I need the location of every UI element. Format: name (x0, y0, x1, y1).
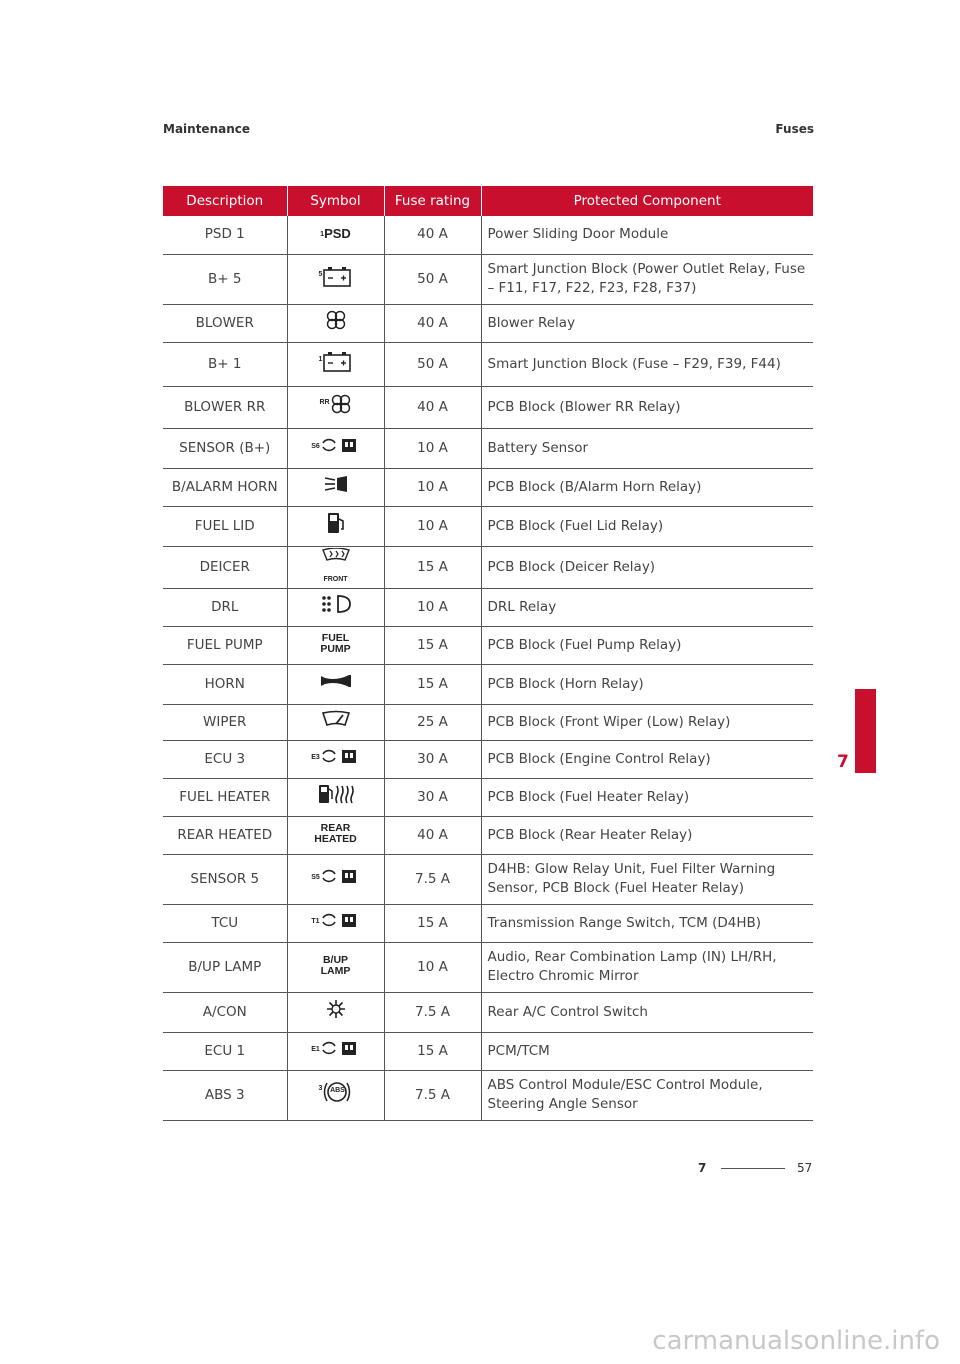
protected-component: DRL Relay (481, 588, 813, 626)
fuse-symbol (287, 664, 384, 704)
protected-component: Rear A/C Control Switch (481, 992, 813, 1032)
fuse-symbol (287, 428, 384, 468)
fuse-symbol (287, 468, 384, 506)
fuse-rating: 25 A (384, 704, 481, 740)
fuse-description: B+ 1 (163, 342, 287, 386)
column-header-description: Description (163, 186, 287, 216)
protected-component: Smart Junction Block (Fuse – F29, F39, F44) (481, 342, 813, 386)
abs-icon (322, 1079, 352, 1111)
protected-component: PCB Block (Fuel Lid Relay) (481, 506, 813, 546)
symbol-superscript: 1 (318, 356, 323, 363)
sensor-icon (320, 868, 360, 890)
symbol-superscript: S5 (311, 874, 320, 881)
watermark: carmanualsonline.info (652, 1326, 940, 1356)
fuse-rating: 7.5 A (384, 992, 481, 1032)
fuse-symbol (287, 1032, 384, 1070)
fuse-rating: 7.5 A (384, 1070, 481, 1120)
symbol-superscript: 3 (318, 1085, 323, 1092)
fuse-rating: 40 A (384, 816, 481, 854)
table-row (163, 904, 813, 942)
fuse-rating: 40 A (384, 386, 481, 428)
table-row (163, 816, 813, 854)
fuse-symbol (287, 992, 384, 1032)
fuse-rating: 10 A (384, 588, 481, 626)
protected-component: PCB Block (Deicer Relay) (481, 546, 813, 588)
fuse-symbol (287, 342, 384, 386)
fuse-rating: 50 A (384, 254, 481, 304)
protected-component: Smart Junction Block (Power Outlet Relay, Fuse – F11, F17, F22, F23, F28, F37) (481, 254, 813, 304)
fuse-symbol (287, 704, 384, 740)
table-row (163, 546, 813, 588)
fuse-symbol (287, 588, 384, 626)
symbol-text: PSD (324, 226, 351, 242)
fuse-description: ABS 3 (163, 1070, 287, 1120)
protected-component: PCB Block (Fuel Pump Relay) (481, 626, 813, 664)
fuse-rating: 30 A (384, 778, 481, 816)
table-row (163, 216, 813, 254)
table-row (163, 626, 813, 664)
symbol-superscript: 1 (320, 231, 325, 239)
fuse-rating: 15 A (384, 546, 481, 588)
sensor-icon (320, 912, 360, 934)
ac-icon (326, 999, 346, 1025)
fuse-description: PSD 1 (163, 216, 287, 254)
fuse-description: SENSOR 5 (163, 854, 287, 904)
table-row (163, 588, 813, 626)
table-row (163, 342, 813, 386)
drl-icon (320, 593, 352, 621)
fuse-description: SENSOR (B+) (163, 428, 287, 468)
protected-component: Battery Sensor (481, 428, 813, 468)
fuse-table (163, 186, 813, 1121)
fuse-symbol (287, 626, 384, 664)
table-row (163, 254, 813, 304)
fuse-symbol (287, 546, 384, 588)
table-row (163, 506, 813, 546)
fan-icon (330, 393, 352, 421)
protected-component: PCB Block (Horn Relay) (481, 664, 813, 704)
fuse-symbol (287, 216, 384, 254)
fuse-rating: 15 A (384, 664, 481, 704)
fuse-rating: 40 A (384, 304, 481, 342)
fuse-rating: 15 A (384, 626, 481, 664)
table-row (163, 1070, 813, 1120)
fuse-description: DRL (163, 588, 287, 626)
fuse-description: B/ALARM HORN (163, 468, 287, 506)
table-row (163, 664, 813, 704)
alarm-horn-icon (323, 474, 349, 500)
table-row (163, 942, 813, 992)
fuel-lid-icon (326, 511, 346, 541)
protected-component: PCB Block (Fuel Heater Relay) (481, 778, 813, 816)
table-row (163, 740, 813, 778)
fan-icon (325, 309, 347, 337)
fuse-rating: 15 A (384, 904, 481, 942)
page-number: 57 (797, 1161, 813, 1175)
wiper-icon (321, 710, 351, 734)
symbol-text: REAR HEATED (314, 821, 357, 845)
chapter-tab (855, 689, 876, 773)
fuse-rating: 10 A (384, 428, 481, 468)
table-row (163, 468, 813, 506)
fuse-description: HORN (163, 664, 287, 704)
fuse-symbol (287, 816, 384, 854)
fuse-symbol (287, 1070, 384, 1120)
fuse-symbol (287, 904, 384, 942)
protected-component: Power Sliding Door Module (481, 216, 813, 254)
fuse-description: ECU 3 (163, 740, 287, 778)
fuse-symbol (287, 740, 384, 778)
fuse-rating: 7.5 A (384, 854, 481, 904)
fuse-description: FUEL LID (163, 506, 287, 546)
table-row (163, 386, 813, 428)
fuse-symbol (287, 506, 384, 546)
symbol-text: B/UP LAMP (320, 953, 351, 977)
fuse-description: A/CON (163, 992, 287, 1032)
protected-component: PCB Block (Engine Control Relay) (481, 740, 813, 778)
deicer-icon (321, 548, 351, 568)
section-title: Maintenance (163, 122, 251, 136)
fuse-description: DEICER (163, 546, 287, 588)
fuse-symbol (287, 254, 384, 304)
column-header-fuse-rating: Fuse rating (384, 186, 481, 216)
fuse-rating: 10 A (384, 506, 481, 546)
battery-icon (322, 265, 352, 293)
fuse-symbol (287, 304, 384, 342)
protected-component: PCB Block (Rear Heater Relay) (481, 816, 813, 854)
table-row (163, 428, 813, 468)
fuse-rating: 15 A (384, 1032, 481, 1070)
fuse-description: B/UP LAMP (163, 942, 287, 992)
fuse-rating: 50 A (384, 342, 481, 386)
sensor-icon (320, 1040, 360, 1062)
horn-icon (319, 672, 353, 696)
fuse-description: BLOWER RR (163, 386, 287, 428)
fuse-description: FUEL HEATER (163, 778, 287, 816)
fuse-rating: 10 A (384, 942, 481, 992)
sensor-icon (320, 748, 360, 770)
symbol-superscript: RR (319, 399, 330, 406)
protected-component: PCB Block (Blower RR Relay) (481, 386, 813, 428)
fuse-symbol (287, 942, 384, 992)
column-header-protected-component: Protected Component (481, 186, 813, 216)
column-header-symbol: Symbol (287, 186, 384, 216)
protected-component: D4HB: Glow Relay Unit, Fuel Filter Warning Sensor, PCB Block (Fuel Heater Relay) (481, 854, 813, 904)
fuse-description: B+ 5 (163, 254, 287, 304)
fuse-rating: 30 A (384, 740, 481, 778)
table-row (163, 854, 813, 904)
table-row (163, 778, 813, 816)
sensor-icon (320, 437, 360, 459)
fuse-description: WIPER (163, 704, 287, 740)
protected-component: PCB Block (B/Alarm Horn Relay) (481, 468, 813, 506)
fuse-description: TCU (163, 904, 287, 942)
footer-chapter: 7 (698, 1161, 707, 1175)
table-row (163, 1032, 813, 1070)
protected-component: PCM/TCM (481, 1032, 813, 1070)
fuel-heater-icon (317, 782, 355, 812)
symbol-text: FRONT (323, 575, 348, 583)
footer-divider (721, 1168, 785, 1169)
symbol-superscript: E3 (311, 754, 320, 761)
fuse-symbol (287, 386, 384, 428)
table-header-row (163, 186, 813, 216)
fuse-description: ECU 1 (163, 1032, 287, 1070)
topic-title: Fuses (775, 122, 814, 136)
symbol-text: ABS (330, 1087, 345, 1094)
fuse-symbol (287, 854, 384, 904)
fuse-description: REAR HEATED (163, 816, 287, 854)
fuse-description: FUEL PUMP (163, 626, 287, 664)
fuse-rating: 40 A (384, 216, 481, 254)
fuse-rating: 10 A (384, 468, 481, 506)
protected-component: Transmission Range Switch, TCM (D4HB) (481, 904, 813, 942)
protected-component: ABS Control Module/ESC Control Module, Steering Angle Sensor (481, 1070, 813, 1120)
symbol-text: FUEL PUMP (320, 631, 351, 655)
symbol-superscript: T1 (311, 918, 320, 925)
symbol-superscript: S6 (311, 443, 320, 450)
protected-component: Audio, Rear Combination Lamp (IN) LH/RH, Electro Chromic Mirror (481, 942, 813, 992)
symbol-superscript: 5 (318, 271, 323, 278)
symbol-superscript: E1 (311, 1046, 320, 1053)
table-row (163, 304, 813, 342)
table-row (163, 704, 813, 740)
battery-icon (322, 350, 352, 378)
fuse-symbol (287, 778, 384, 816)
protected-component: Blower Relay (481, 304, 813, 342)
fuse-description: BLOWER (163, 304, 287, 342)
protected-component: PCB Block (Front Wiper (Low) Relay) (481, 704, 813, 740)
table-row (163, 992, 813, 1032)
chapter-tab-number: 7 (837, 752, 849, 772)
